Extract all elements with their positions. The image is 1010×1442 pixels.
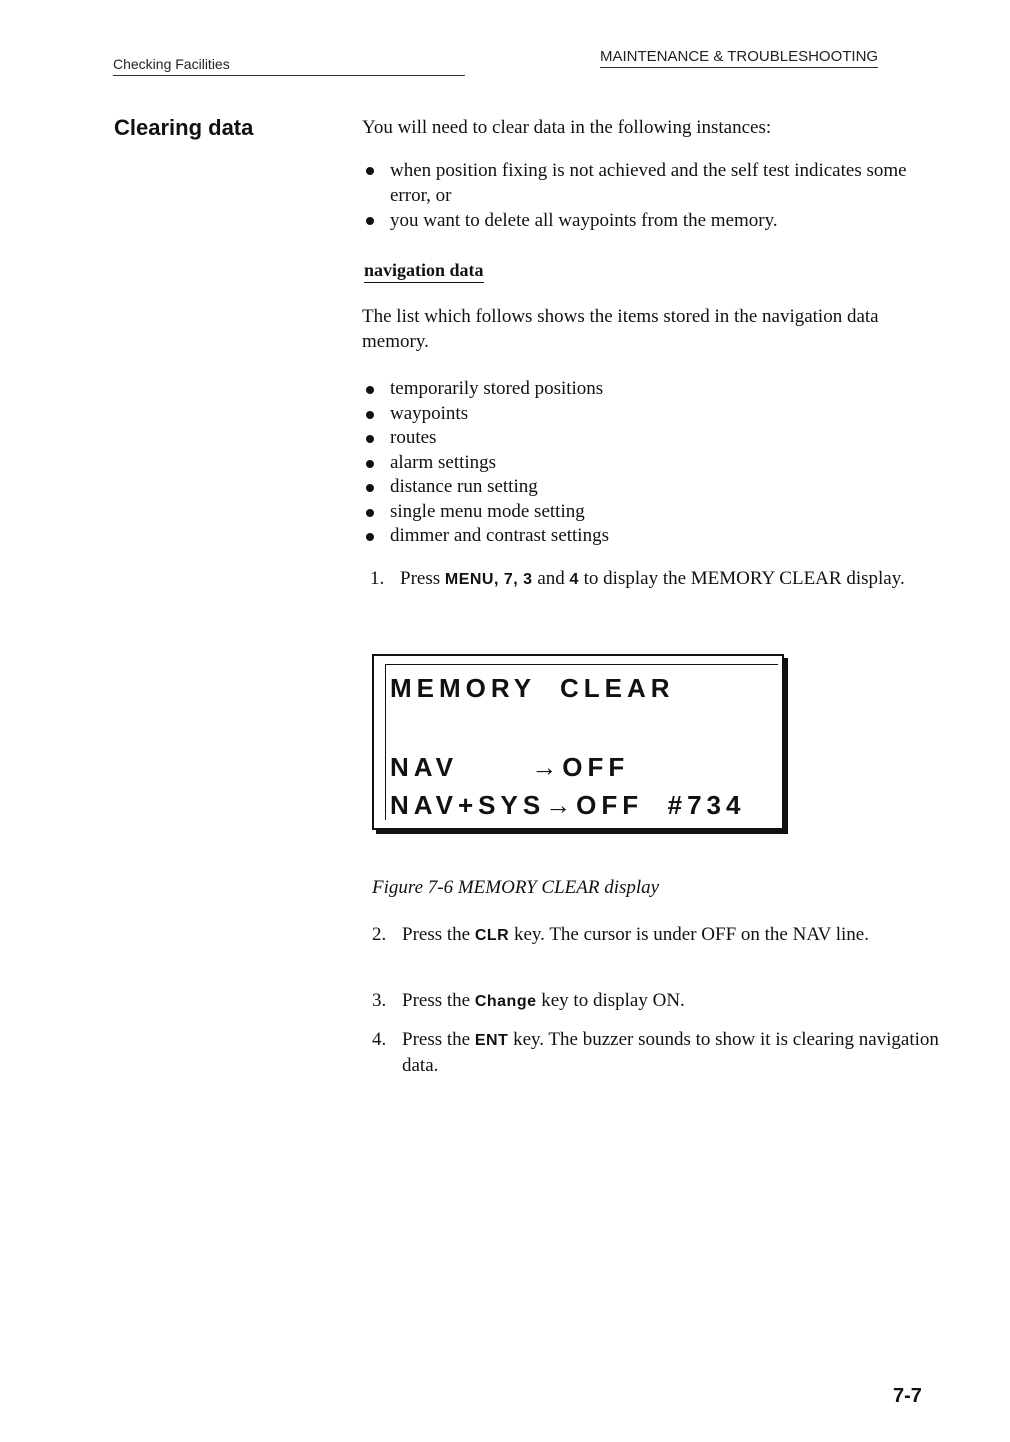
key-label: MENU, 7, 3 bbox=[444, 571, 533, 588]
key-label: 4 bbox=[569, 571, 579, 588]
key-label: Change bbox=[474, 993, 537, 1010]
intro-paragraph: You will need to clear data in the following instances: bbox=[362, 117, 772, 138]
step-1: 1. Press MENU, 7, 3 and 4 to display the MEMORY CLEAR display. bbox=[370, 568, 905, 589]
bullet-icon bbox=[366, 460, 374, 468]
display-line-nav-sys: NAV+SYS→OFF #734 bbox=[390, 790, 746, 820]
list-item: temporarily stored positions bbox=[362, 377, 942, 402]
nav-data-description: The list which follows shows the items stored in the navigation data memory. bbox=[362, 306, 879, 352]
instances-list bbox=[362, 158, 942, 233]
list-item: alarm settings bbox=[362, 451, 942, 476]
section-title: Clearing data bbox=[114, 115, 254, 140]
list-item: you want to delete all waypoints from the memory. bbox=[362, 208, 942, 233]
bullet-icon bbox=[366, 509, 374, 517]
running-header-right: MAINTENANCE & TROUBLESHOOTING bbox=[600, 48, 878, 68]
list-item: routes bbox=[362, 426, 942, 451]
page-number: 7-7 bbox=[893, 1385, 922, 1407]
list-item: waypoints bbox=[362, 402, 942, 427]
step-3: 3. Press the Change key to display ON. bbox=[372, 990, 685, 1011]
bullet-icon bbox=[366, 167, 374, 175]
header-rule bbox=[113, 75, 465, 76]
key-label: ENT bbox=[474, 1032, 509, 1049]
key-label: CLR bbox=[474, 927, 510, 944]
display-line-title: MEMORY CLEAR bbox=[390, 673, 675, 703]
memory-clear-display bbox=[372, 654, 784, 830]
step-2: 2. Press the CLR key. The cursor is under OFF on the NAV line. bbox=[372, 924, 869, 945]
display-line-nav: NAV →OFF bbox=[390, 752, 630, 782]
nav-data-items-list bbox=[362, 377, 942, 549]
bullet-icon bbox=[366, 386, 374, 394]
bullet-icon bbox=[366, 217, 374, 225]
running-header-left: Checking Facilities bbox=[113, 56, 230, 72]
bullet-icon bbox=[366, 411, 374, 419]
subsection-heading: navigation data bbox=[364, 260, 484, 283]
figure-caption: Figure 7-6 MEMORY CLEAR display bbox=[372, 877, 660, 898]
step-4: 4. Press the ENT key. The buzzer sounds to show it is clearing navigation data. bbox=[372, 1029, 939, 1076]
list-item: dimmer and contrast settings bbox=[362, 524, 942, 549]
bullet-icon bbox=[366, 533, 374, 541]
bullet-icon bbox=[366, 435, 374, 443]
list-item: distance run setting bbox=[362, 475, 942, 500]
list-item: single menu mode setting bbox=[362, 500, 942, 525]
bullet-icon bbox=[366, 484, 374, 492]
list-item: when position fixing is not achieved and the self test indicates some error, or bbox=[362, 158, 942, 208]
